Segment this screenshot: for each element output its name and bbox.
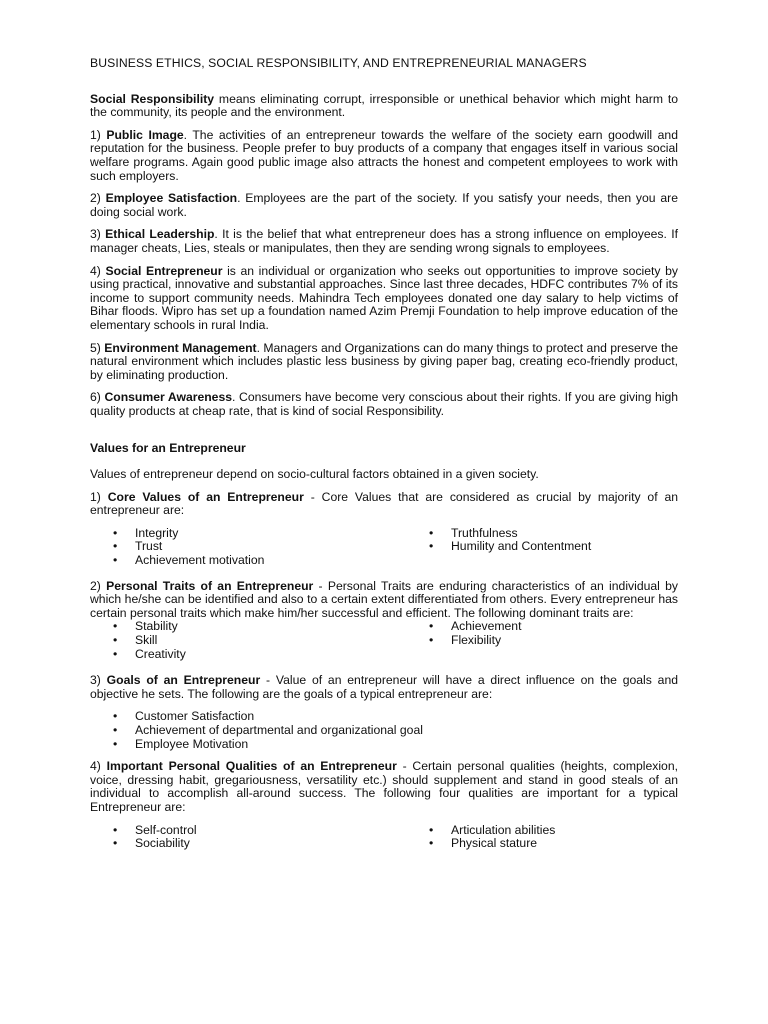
- point-number: 1): [90, 127, 107, 142]
- point-text: . Managers and Organizations can do many things to protect and preserve the natural environment which includes plastic less business by giving paper bag, creating eco-friendly product, by eliminating production.: [90, 340, 679, 382]
- point-number: 2): [90, 578, 107, 593]
- list-item: • Skill: [113, 634, 429, 648]
- point-term: Important Personal Qualities of an Entrepreneur: [106, 759, 397, 774]
- core-values-list: [90, 527, 678, 568]
- point-term: Social Entrepreneur: [105, 263, 223, 278]
- list-item: • Integrity: [113, 527, 429, 541]
- point-term: Goals of an Entrepreneur: [106, 673, 261, 688]
- point-text: - Personal Traits are enduring characteristics of an individual by which he/she can be identified and also to a certain extent differentiated from others. Every entrepreneur has certain personal traits which make him/her successful and efficient. The following dominant traits are:: [90, 578, 678, 620]
- social-responsibility-paragraph: [90, 93, 678, 120]
- goals-list: [90, 710, 678, 751]
- point-text: - Value of an entrepreneur will have a direct influence on the goals and objective he sets. The following are the goals of a typical entrepreneur are:: [90, 673, 678, 701]
- point-term: Consumer Awareness: [104, 390, 233, 405]
- point-ethical-leadership: [90, 228, 678, 255]
- point-number: 1): [90, 489, 108, 504]
- list-item: • Achievement: [429, 620, 699, 634]
- list-item: • Achievement motivation: [113, 554, 429, 568]
- point-number: 3): [90, 227, 106, 242]
- core-values-paragraph: [90, 491, 678, 518]
- document-page: [90, 57, 678, 863]
- point-text: . Consumers have become very conscious about their rights. If you are giving high quality products at cheap rate, that is kind of social Responsibility.: [90, 390, 678, 418]
- personal-traits-paragraph: [90, 580, 678, 621]
- point-employee-satisfaction: [90, 192, 678, 219]
- list-item: • Humility and Contentment: [429, 540, 699, 554]
- point-number: 6): [90, 390, 105, 405]
- personal-qualities-paragraph: [90, 760, 678, 814]
- point-text: . Employees are the part of the society. If you satisfy your needs, then you are doing social work.: [90, 191, 678, 219]
- list-item: • Customer Satisfaction: [113, 710, 673, 724]
- point-number: 5): [90, 340, 105, 355]
- values-heading: Values for an Entrepreneur: [90, 441, 246, 456]
- point-text: . The activities of an entrepreneur towards the welfare of the society earn goodwill and reputation for the business. People prefer to buy products of a company that engages itself in various social welfare programs. Again good public image also attracts the honest and competent employees to work with such employers.: [90, 127, 678, 183]
- personal-traits-list: [90, 620, 678, 661]
- list-item: • Sociability: [113, 837, 429, 851]
- point-consumer-awareness: [90, 391, 678, 418]
- list-item: • Self-control: [113, 824, 429, 838]
- point-social-entrepreneur: [90, 265, 678, 333]
- goals-paragraph: [90, 674, 678, 701]
- list-item: • Physical stature: [429, 837, 699, 851]
- point-text: - Certain personal qualities (heights, complexion, voice, dressing habit, gregariousness, versatility etc.) should supplement and stand in good steals of an individual to accomplish all-around success. The following four qualities are important for a typical Entrepreneur are:: [90, 759, 678, 814]
- point-term: Ethical Leadership: [105, 227, 215, 242]
- point-environment-management: [90, 342, 678, 383]
- document-title: BUSINESS ETHICS, SOCIAL RESPONSIBILITY, AND ENTREPRENEURIAL MANAGERS: [90, 56, 587, 70]
- list-item: • Creativity: [113, 648, 429, 662]
- point-number: 4): [90, 263, 106, 278]
- point-number: 2): [90, 191, 106, 206]
- point-term: Personal Traits of an Entrepreneur: [106, 578, 314, 593]
- point-text: is an individual or organization who seeks out opportunities to improve society by using practical, innovative and substantial approaches. Since last three decades, HDFC contributes 7% of its income to support community needs. Mahindra Tech employees donated one day salary to help victims of Bihar floods. Wipro has set up a foundation named Azim Premji Foundation to help improve education of the elementary schools in rural India.: [90, 263, 678, 332]
- list-item: • Achievement of departmental and organizational goal: [113, 724, 673, 738]
- point-text: . It is the belief that what entrepreneur does has a strong influence on employees. If manager cheats, Lies, steals or manipulates, then they are sending wrong signals to employees.: [90, 227, 678, 255]
- point-number: 4): [90, 759, 107, 774]
- personal-qualities-list: [90, 824, 678, 851]
- point-text: - Core Values that are considered as crucial by majority of an entrepreneur are:: [90, 489, 678, 518]
- point-term: Core Values of an Entrepreneur: [107, 489, 304, 504]
- list-item: • Flexibility: [429, 634, 699, 648]
- list-item: • Employee Motivation: [113, 738, 673, 752]
- social-responsibility-term: Social Responsibility: [90, 91, 215, 106]
- social-responsibility-definition: means eliminating corrupt, irresponsible or unethical behavior which might harm to the community, its people and the environment.: [90, 91, 678, 120]
- values-intro: Values of entrepreneur depend on socio-cultural factors obtained in a given society.: [90, 467, 539, 482]
- point-term: Public Image: [106, 127, 184, 142]
- list-item: • Trust: [113, 540, 429, 554]
- list-item: • Articulation abilities: [429, 824, 699, 838]
- point-term: Employee Satisfaction: [105, 191, 238, 206]
- point-public-image: [90, 129, 678, 183]
- list-item: • Truthfulness: [429, 527, 699, 541]
- point-term: Environment Management: [104, 340, 257, 355]
- point-number: 3): [90, 673, 107, 688]
- list-item: • Stability: [113, 620, 429, 634]
